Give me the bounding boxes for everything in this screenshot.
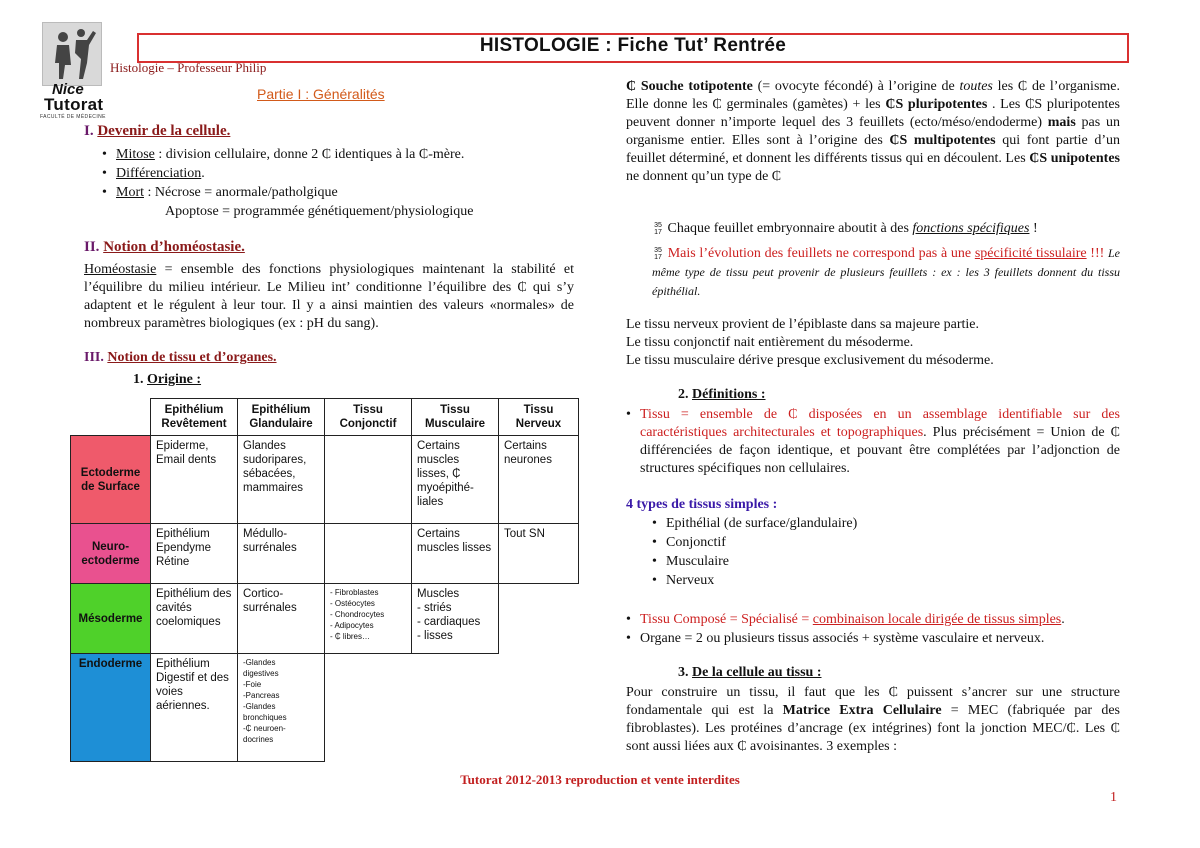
table-cell: Certains muscles lisses [412, 524, 499, 584]
section-2-heading: II. Notion d’homéostasie. [84, 239, 245, 255]
table-cell: Epithélium Digestif et des voies aériennes. [151, 654, 238, 762]
list-item: • Différenciation. [100, 164, 560, 183]
row-header-neuroectoderme: Neuro-ectoderme [71, 524, 151, 584]
table-cell: Médullo-surrénales [238, 524, 325, 584]
section-1-title: Devenir de la cellule. [97, 123, 231, 139]
tissue-origin-line: Le tissu conjonctif nait entièrement du mésoderme. [626, 335, 914, 350]
section-3-heading: III. Notion de tissu et d’organes. [84, 350, 277, 365]
table-cell: Certains muscles lisses, ₵ myoépithé-liales [412, 436, 499, 524]
list-item: • Organe = 2 ou plusieurs tissus associés + système vasculaire et nerveux. [624, 629, 1120, 648]
note-badge-icon: 35 17 [654, 246, 662, 261]
list-item: • Tissu = ensemble de ₵ disposées en un assemblage identifiable sur des caractéristiques architecturales et topographiques. Plus précisément = Union de ₵ différenciées de façon identique, et pouvant être complétées par l’adjonction de structures spécifiques non cellulaires. [624, 406, 1120, 478]
table-cell [325, 436, 412, 524]
simple-tissues-list [650, 514, 857, 590]
list-item: • Conjonctif [650, 533, 857, 552]
table-cell-musculaire: Muscles - striés - cardiaques - lisses [412, 584, 499, 654]
part-title: Partie I : Généralités [257, 86, 385, 102]
logo-text-faculty: FACULTÉ DE MÉDECINE [40, 114, 106, 120]
course-subtitle: Histologie – Professeur Philip [110, 60, 267, 75]
footer-notice: Tutorat 2012-2013 reproduction et vente interdites [460, 772, 740, 787]
subsection-origine: 1. Origine : [133, 372, 202, 387]
row-header-mesoderme: Mésoderme [71, 584, 151, 654]
col-header: Tissu Musculaire [412, 399, 499, 436]
table-cell-conjonctif: - Fibroblastes - Ostéocytes - Chondrocytes - Adipocytes - ₵ libres… [325, 584, 412, 654]
table-cell: Tout SN [499, 524, 579, 584]
table-cell [325, 524, 412, 584]
stem-cells-paragraph: ₵ Souche totipotente (= ovocyte fécondé) à l’origine de toutes les ₵ de l’organisme. Elle donne les ₵ germinales (gamètes) + les ₵S pluripotentes . Les ₵S pluripotentes peuvent donner n’importe lequel des 3 feuillets (ecto/méso/endoderme) mais pas un organisme entier. Elles sont à l’origine des ₵S multipotentes qui font partie d’un feuillet déterminé, et donnent les différents tissus qui en découlent. Les ₵S unipotentes ne donnent qu’un type de ₵ [626, 79, 1121, 184]
col-header: Tissu Nerveux [499, 399, 579, 436]
table-cell: Certains neurones [499, 436, 579, 524]
list-item: • Mitose : division cellulaire, donne 2 ₵ identiques à la ₵-mère. [100, 145, 560, 164]
note-specificite: 35 17 Mais l’évolution des feuillets ne correspond pas à une spécificité tissulaire !!! Le même type de tissu peut provenir de plusieurs feuillets : ex : les 3 feuillets donnent du tissu épithélial. [652, 246, 1120, 298]
table-cell: Epiderme, Email dents [151, 436, 238, 524]
simple-tissues-title: 4 types de tissus simples : [626, 497, 778, 512]
table-row [71, 524, 579, 584]
section-1-list [100, 145, 560, 202]
list-item: • Mort : Nécrose = anormale/patholgique [100, 183, 560, 202]
table-row [71, 584, 579, 654]
table-header-row [71, 399, 579, 436]
col-header: Tissu Conjonctif [325, 399, 412, 436]
subsection-cellule-tissu: 3. De la cellule au tissu : [678, 665, 822, 680]
logo-figures-icon [43, 23, 101, 85]
list-item: • Nerveux [650, 571, 857, 590]
table-cell-glandulaire: -Glandes digestives -Foie -Pancreas -Glandes bronchiques -₵ neuroen- docrines [238, 654, 325, 762]
row-header-ectoderme: Ectoderme de Surface [71, 436, 151, 524]
subsection-definitions: 2. Définitions : [678, 387, 766, 402]
list-item: • Tissu Composé = Spécialisé = combinaison locale dirigée de tissus simples. [624, 610, 1120, 629]
col-header: Epithélium Revêtement [151, 399, 238, 436]
origin-table [70, 398, 579, 762]
definition-list [624, 406, 1120, 478]
table-cell: Cortico-surrénales [238, 584, 325, 654]
table-cell: Epithélium Ependyme Rétine [151, 524, 238, 584]
section-2-paragraph: Homéostasie = ensemble des fonctions physiologiques maintenant la stabilité et l’équilibre du milieu intérieur. Le Milieu int’ conditionne l’équilibre des ₵ qui s’y adaptent et le régulent à leur tour. Il y a ainsi maintien des valeurs «normales» de nombreux paramètres biologiques (ex : pH du sang). [84, 262, 574, 331]
list-item: • Epithélial (de surface/glandulaire) [650, 514, 857, 533]
logo-text-nice: Nice [52, 81, 84, 98]
logo-image [42, 22, 102, 86]
apoptose-line: Apoptose = programmée génétiquement/physiologique [165, 204, 474, 219]
section-1-heading [84, 123, 230, 140]
section-1-number: I. [84, 123, 94, 139]
row-header-endoderme: Endoderme [71, 654, 151, 762]
page-number: 1 [1110, 790, 1117, 805]
tissue-origin-line: Le tissu nerveux provient de l’épiblaste dans sa majeure partie. [626, 317, 979, 332]
page-title: HISTOLOGIE : Fiche Tut’ Rentrée [479, 35, 787, 56]
note-badge-icon: 35 17 [654, 221, 662, 236]
table-row [71, 436, 579, 524]
list-item: • Musculaire [650, 552, 857, 571]
table-row [71, 654, 579, 762]
logo-text-tutorat: Tutorat [44, 95, 104, 114]
mec-paragraph: Pour construire un tissu, il faut que les ₵ puissent s’ancrer sur une structure fondamentale qui est la Matrice Extra Cellulaire = MEC (fabriquée par des fibroblastes). Les protéines d’ancrage (ex intégrines) font la jonction MEC/₵. Les ₵ sont aussi liées aux ₵ avoisinantes. 3 exemples : [626, 685, 1120, 754]
tissue-origin-line: Le tissu musculaire dérive presque exclusivement du mésoderme. [626, 353, 994, 368]
col-header: Epithélium Glandulaire [238, 399, 325, 436]
composite-list [624, 610, 1120, 648]
table-cell: Epithélium des cavités coelomiques [151, 584, 238, 654]
table-cell: Glandes sudoripares, sébacées, mammaires [238, 436, 325, 524]
note-fonctions: 35 17 Chaque feuillet embryonnaire aboutit à des fonctions spécifiques ! [652, 220, 1122, 238]
